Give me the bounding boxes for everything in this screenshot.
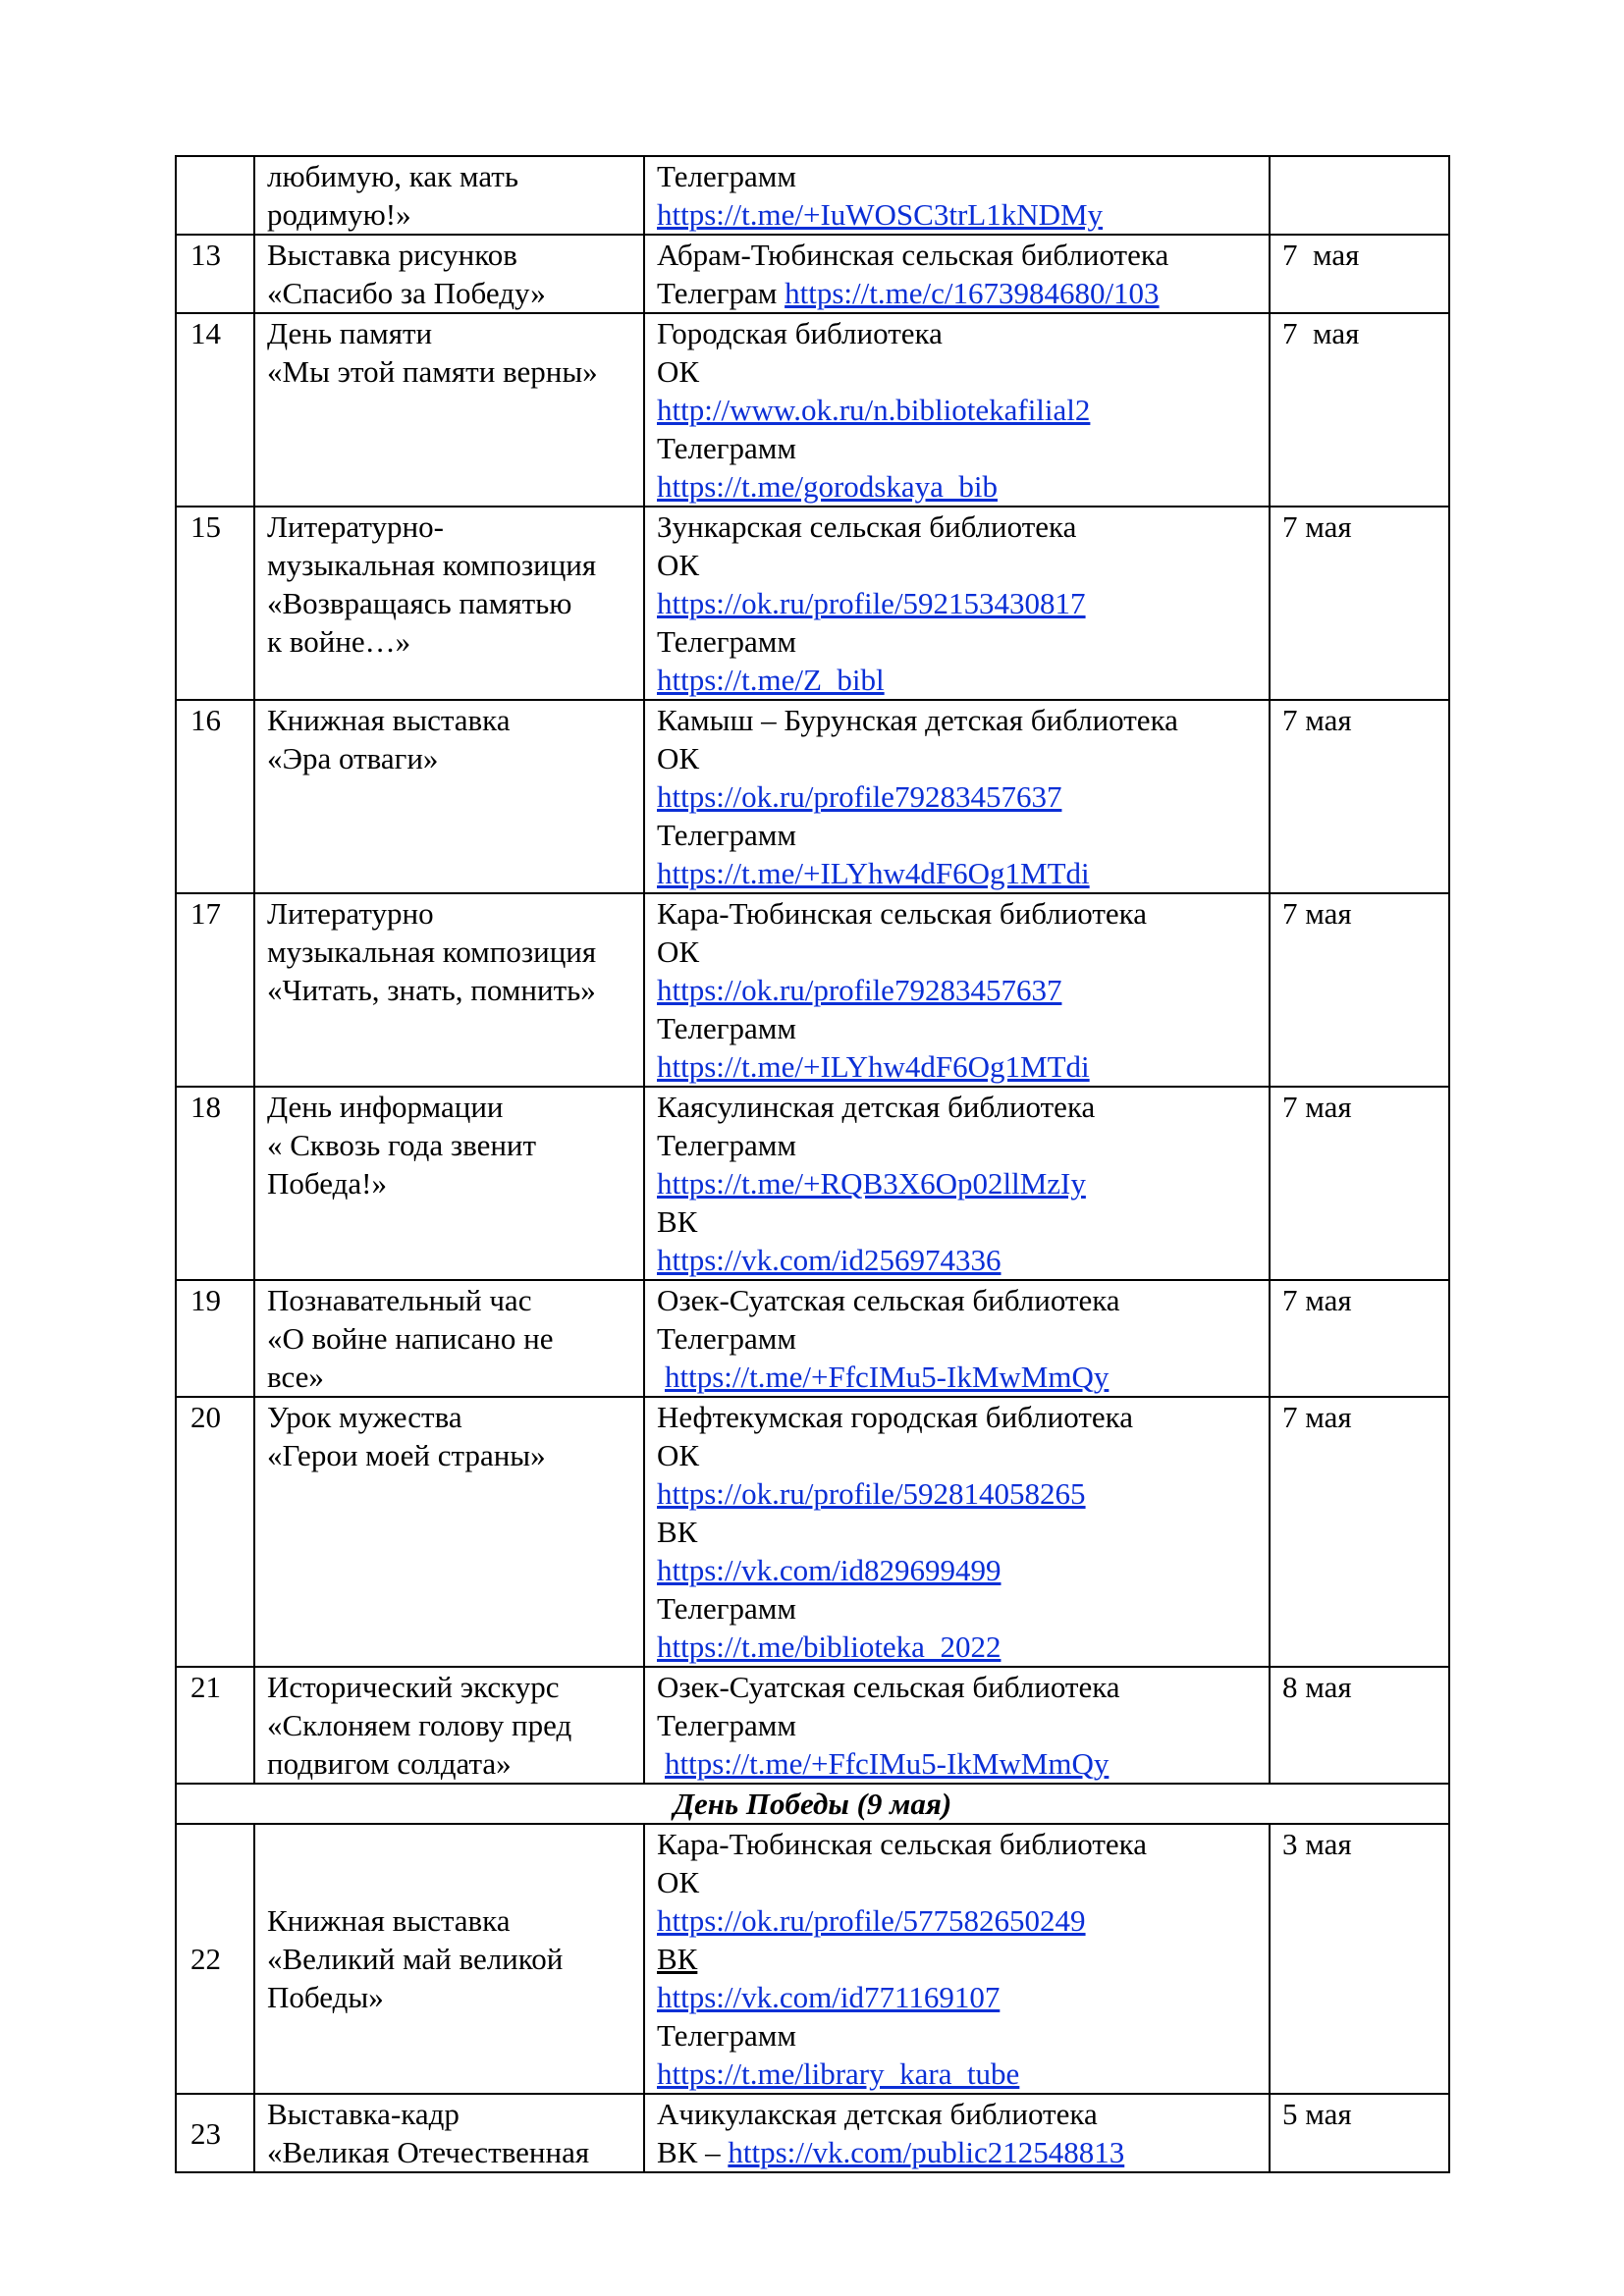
venue-text: Городская библиотека bbox=[657, 316, 943, 350]
venue-line bbox=[657, 1281, 1257, 1319]
section-header-row bbox=[176, 1784, 1449, 1824]
venue-line bbox=[657, 1164, 1257, 1202]
venue-line bbox=[657, 1513, 1257, 1551]
event-text-line: День информации bbox=[267, 1090, 504, 1124]
date-cell bbox=[1270, 507, 1449, 700]
venue-text: ОК bbox=[657, 354, 700, 389]
event-text-line: Выставка рисунков bbox=[267, 238, 517, 272]
venue-cell bbox=[644, 313, 1270, 507]
event-cell bbox=[254, 1824, 644, 2094]
venue-line bbox=[657, 2016, 1257, 2055]
row-number: 14 bbox=[190, 316, 221, 350]
event-text-line: Исторический экскурс bbox=[267, 1670, 560, 1704]
venue-text: Телеграм bbox=[657, 276, 785, 310]
venue-link[interactable]: https://t.me/+RQB3X6Op02llMzIy bbox=[657, 1166, 1086, 1201]
event-cell bbox=[254, 507, 644, 700]
venue-text: ОК bbox=[657, 1865, 700, 1899]
venue-text: Телеграмм bbox=[657, 2018, 796, 2053]
venue-line bbox=[657, 1202, 1257, 1241]
venue-line bbox=[657, 391, 1257, 429]
venue-text: ОК bbox=[657, 1438, 700, 1472]
event-text-line: День памяти bbox=[267, 316, 433, 350]
venue-text: Камыш – Бурунская детская библиотека bbox=[657, 703, 1178, 737]
event-text-line: Книжная выставка bbox=[267, 1903, 511, 1938]
venue-line bbox=[657, 314, 1257, 352]
date-cell bbox=[1270, 156, 1449, 235]
venue-text: Телеграмм bbox=[657, 1591, 796, 1626]
venue-text: Ачикулакская детская библиотека bbox=[657, 2097, 1098, 2131]
venue-line bbox=[657, 584, 1257, 622]
venue-cell bbox=[644, 2094, 1270, 2172]
event-cell bbox=[254, 156, 644, 235]
date-cell bbox=[1270, 235, 1449, 313]
venue-cell bbox=[644, 1667, 1270, 1784]
venue-line bbox=[657, 2133, 1257, 2171]
date-cell bbox=[1270, 1087, 1449, 1280]
row-number: 15 bbox=[190, 509, 221, 544]
venue-text: Телеграмм bbox=[657, 624, 796, 659]
event-text-line: «Склоняем голову пред bbox=[267, 1708, 572, 1742]
venue-text: ВК bbox=[657, 1204, 698, 1239]
venue-text: Телеграмм bbox=[657, 1321, 796, 1356]
venue-line bbox=[657, 854, 1257, 892]
venue-line bbox=[657, 1978, 1257, 2016]
event-text-line: «Возвращаясь памятью bbox=[267, 586, 572, 620]
event-cell bbox=[254, 700, 644, 893]
row-number-cell bbox=[176, 893, 254, 1087]
event-text-line: Книжная выставка bbox=[267, 703, 511, 737]
venue-link[interactable]: https://t.me/biblioteka_2022 bbox=[657, 1629, 1001, 1664]
venue-line bbox=[657, 1668, 1257, 1706]
venue-link[interactable]: http://www.ok.ru/n.bibliotekafilial2 bbox=[657, 393, 1091, 427]
venue-link[interactable]: https://t.me/+ILYhw4dF6Og1MTdi bbox=[657, 856, 1090, 890]
row-number: 17 bbox=[190, 896, 221, 931]
venue-line bbox=[657, 429, 1257, 467]
table-row bbox=[176, 507, 1449, 700]
row-number-cell bbox=[176, 1087, 254, 1280]
event-text-line: «Эра отваги» bbox=[267, 741, 439, 775]
venue-line bbox=[657, 1047, 1257, 1086]
event-cell bbox=[254, 235, 644, 313]
table-row bbox=[176, 893, 1449, 1087]
event-text-line: к войне…» bbox=[267, 624, 411, 659]
event-text-line: музыкальная композиция bbox=[267, 934, 597, 969]
event-text-line: «Великая Отечественная bbox=[267, 2135, 590, 2169]
venue-line bbox=[657, 1940, 1257, 1978]
table-row bbox=[176, 1280, 1449, 1397]
venue-text: Озек-Суатская сельская библиотека bbox=[657, 1670, 1120, 1704]
venue-link[interactable]: https://t.me/Z_bibl bbox=[657, 663, 885, 697]
venue-text: Телеграмм bbox=[657, 431, 796, 465]
venue-line bbox=[657, 1901, 1257, 1940]
venue-link[interactable]: https://ok.ru/profile/592814058265 bbox=[657, 1476, 1086, 1511]
event-date: 8 мая bbox=[1282, 1670, 1352, 1704]
row-number: 19 bbox=[190, 1283, 221, 1317]
venue-link[interactable]: https://ok.ru/profile79283457637 bbox=[657, 973, 1062, 1007]
venue-cell bbox=[644, 700, 1270, 893]
table-row bbox=[176, 700, 1449, 893]
venue-text: Озек-Суатская сельская библиотека bbox=[657, 1283, 1120, 1317]
event-date: 7 мая bbox=[1282, 703, 1352, 737]
venue-line bbox=[657, 195, 1257, 234]
venue-text: ВК bbox=[657, 1942, 698, 1976]
table-row bbox=[176, 235, 1449, 313]
venue-link[interactable]: https://vk.com/id771169107 bbox=[657, 1980, 1001, 2014]
venue-line bbox=[657, 1319, 1257, 1358]
row-number-cell bbox=[176, 2094, 254, 2172]
event-text-line: Литературно bbox=[267, 896, 434, 931]
venue-link[interactable]: https://t.me/+IuWOSC3trL1kNDMy bbox=[657, 197, 1104, 232]
row-number-cell bbox=[176, 156, 254, 235]
events-table bbox=[175, 155, 1450, 2173]
venue-cell bbox=[644, 1824, 1270, 2094]
venue-cell bbox=[644, 1397, 1270, 1667]
table-row bbox=[176, 313, 1449, 507]
venue-line bbox=[657, 274, 1257, 312]
table-row bbox=[176, 1397, 1449, 1667]
venue-text: Зункарская сельская библиотека bbox=[657, 509, 1077, 544]
venue-link[interactable]: https://ok.ru/profile79283457637 bbox=[657, 779, 1062, 814]
row-number: 23 bbox=[190, 2115, 221, 2151]
event-text-line: « Сквозь года звенит bbox=[267, 1128, 537, 1162]
venue-line bbox=[657, 1628, 1257, 1666]
table-row bbox=[176, 1667, 1449, 1784]
event-text-line: любимую, как мать bbox=[267, 159, 518, 193]
venue-line bbox=[657, 1863, 1257, 1901]
venue-line bbox=[657, 816, 1257, 854]
venue-text: Телеграмм bbox=[657, 1011, 796, 1045]
venue-text: Кара-Тюбинская сельская библиотека bbox=[657, 1827, 1148, 1861]
event-date: 3 мая bbox=[1282, 1827, 1352, 1861]
venue-line bbox=[657, 1744, 1257, 1783]
row-number-cell bbox=[176, 700, 254, 893]
date-cell bbox=[1270, 1280, 1449, 1397]
venue-cell bbox=[644, 893, 1270, 1087]
venue-link[interactable]: https://t.me/+FfcIMu5-IkMwMmQy bbox=[665, 1746, 1110, 1781]
venue-text: Телеграмм bbox=[657, 159, 796, 193]
venue-line bbox=[657, 1241, 1257, 1279]
table-row bbox=[176, 1087, 1449, 1280]
venue-text: ВК – bbox=[657, 2135, 729, 2169]
table-row bbox=[176, 156, 1449, 235]
row-number-cell bbox=[176, 507, 254, 700]
venue-line bbox=[657, 507, 1257, 546]
venue-link[interactable]: https://t.me/+FfcIMu5-IkMwMmQy bbox=[665, 1360, 1110, 1394]
event-text-line: Познавательный час bbox=[267, 1283, 532, 1317]
event-text-line: «Мы этой памяти верны» bbox=[267, 354, 598, 389]
venue-link[interactable]: https://vk.com/id256974336 bbox=[657, 1243, 1001, 1277]
row-number-cell bbox=[176, 1397, 254, 1667]
date-cell bbox=[1270, 2094, 1449, 2172]
event-cell bbox=[254, 1667, 644, 1784]
event-text-line: «Герои моей страны» bbox=[267, 1438, 546, 1472]
venue-line bbox=[657, 661, 1257, 699]
venue-link[interactable]: https://vk.com/public212548813 bbox=[728, 2135, 1125, 2169]
event-date: 7 мая bbox=[1282, 316, 1360, 350]
venue-line bbox=[657, 894, 1257, 933]
row-number-cell bbox=[176, 1824, 254, 2094]
venue-line bbox=[657, 352, 1257, 391]
row-number: 21 bbox=[190, 1670, 221, 1704]
event-text-line: «Читать, знать, помнить» bbox=[267, 973, 596, 1007]
venue-cell bbox=[644, 156, 1270, 235]
row-number-cell bbox=[176, 1667, 254, 1784]
event-text-line: Победа!» bbox=[267, 1166, 387, 1201]
event-text-line: Урок мужества bbox=[267, 1400, 462, 1434]
event-text-line: «Великий май великой bbox=[267, 1942, 564, 1976]
venue-line bbox=[657, 1358, 1257, 1396]
row-number: 18 bbox=[190, 1090, 221, 1124]
venue-line bbox=[657, 971, 1257, 1009]
venue-line bbox=[657, 1706, 1257, 1744]
event-date: 7 мая bbox=[1282, 1090, 1352, 1124]
row-number-cell bbox=[176, 313, 254, 507]
events-table-body bbox=[176, 156, 1449, 2172]
venue-cell bbox=[644, 507, 1270, 700]
event-date: 7 мая bbox=[1282, 1283, 1352, 1317]
event-text-line: родимую!» bbox=[267, 197, 411, 232]
row-number: 16 bbox=[190, 703, 221, 737]
venue-text: Телеграмм bbox=[657, 1128, 796, 1162]
venue-line bbox=[657, 1474, 1257, 1513]
event-cell bbox=[254, 313, 644, 507]
event-text-line: подвигом солдата» bbox=[267, 1746, 512, 1781]
date-cell bbox=[1270, 700, 1449, 893]
event-cell bbox=[254, 893, 644, 1087]
venue-text: ВК bbox=[657, 1515, 698, 1549]
row-number: 13 bbox=[190, 238, 221, 272]
venue-line bbox=[657, 157, 1257, 195]
venue-text: ОК bbox=[657, 934, 700, 969]
venue-text: ОК bbox=[657, 741, 700, 775]
venue-line bbox=[657, 933, 1257, 971]
event-text-line: «Спасибо за Победу» bbox=[267, 276, 546, 310]
event-cell bbox=[254, 1397, 644, 1667]
event-text-line: Литературно- bbox=[267, 509, 444, 544]
venue-line bbox=[657, 1088, 1257, 1126]
venue-link[interactable]: https://ok.ru/profile/577582650249 bbox=[657, 1903, 1086, 1938]
event-cell bbox=[254, 2094, 644, 2172]
event-text-line: «О войне написано не bbox=[267, 1321, 554, 1356]
venue-line bbox=[657, 1589, 1257, 1628]
event-text-line: все» bbox=[267, 1360, 324, 1394]
event-cell bbox=[254, 1280, 644, 1397]
event-date: 5 мая bbox=[1282, 2097, 1352, 2131]
row-number-cell bbox=[176, 235, 254, 313]
venue-cell bbox=[644, 235, 1270, 313]
venue-line bbox=[657, 1398, 1257, 1436]
event-text-line: музыкальная композиция bbox=[267, 548, 597, 582]
event-date: 7 мая bbox=[1282, 238, 1360, 272]
venue-line bbox=[657, 1551, 1257, 1589]
venue-text: Телеграмм bbox=[657, 818, 796, 852]
venue-text: Телеграмм bbox=[657, 1708, 796, 1742]
venue-line bbox=[657, 236, 1257, 274]
venue-line bbox=[657, 622, 1257, 661]
venue-line bbox=[657, 2055, 1257, 2093]
venue-line bbox=[657, 739, 1257, 777]
venue-link[interactable]: https://t.me/gorodskaya_bib bbox=[657, 469, 998, 504]
event-date: 7 мая bbox=[1282, 896, 1352, 931]
event-text-line: Выставка-кадр bbox=[267, 2097, 460, 2131]
event-cell bbox=[254, 1087, 644, 1280]
venue-text: Каясулинская детская библиотека bbox=[657, 1090, 1096, 1124]
venue-link[interactable]: https://t.me/+ILYhw4dF6Og1MTdi bbox=[657, 1049, 1090, 1084]
venue-cell bbox=[644, 1087, 1270, 1280]
row-number-cell bbox=[176, 1280, 254, 1397]
table-row bbox=[176, 1824, 1449, 2094]
venue-link[interactable]: https://t.me/library_kara_tube bbox=[657, 2056, 1020, 2091]
venue-text: Кара-Тюбинская сельская библиотека bbox=[657, 896, 1148, 931]
venue-line bbox=[657, 1825, 1257, 1863]
date-cell bbox=[1270, 1824, 1449, 2094]
event-date: 7 мая bbox=[1282, 509, 1352, 544]
date-cell bbox=[1270, 893, 1449, 1087]
venue-line bbox=[657, 467, 1257, 506]
venue-link[interactable]: https://vk.com/id829699499 bbox=[657, 1553, 1001, 1587]
venue-line bbox=[657, 2095, 1257, 2133]
venue-line bbox=[657, 777, 1257, 816]
row-number: 20 bbox=[190, 1400, 221, 1434]
row-number: 22 bbox=[190, 1942, 221, 1976]
venue-line bbox=[657, 1126, 1257, 1164]
venue-line bbox=[657, 701, 1257, 739]
section-title: День Победы (9 мая) bbox=[176, 1784, 1449, 1824]
event-date: 7 мая bbox=[1282, 1400, 1352, 1434]
date-cell bbox=[1270, 1667, 1449, 1784]
venue-line bbox=[657, 1009, 1257, 1047]
venue-text: ОК bbox=[657, 548, 700, 582]
venue-link[interactable]: https://t.me/c/1673984680/103 bbox=[785, 276, 1160, 310]
venue-line bbox=[657, 546, 1257, 584]
table-row bbox=[176, 2094, 1449, 2172]
venue-cell bbox=[644, 1280, 1270, 1397]
venue-text: Абрам-Тюбинская сельская библиотека bbox=[657, 238, 1169, 272]
date-cell bbox=[1270, 313, 1449, 507]
date-cell bbox=[1270, 1397, 1449, 1667]
venue-text: Нефтекумская городская библиотека bbox=[657, 1400, 1133, 1434]
venue-link[interactable]: https://ok.ru/profile/592153430817 bbox=[657, 586, 1086, 620]
venue-line bbox=[657, 1436, 1257, 1474]
event-text-line: Победы» bbox=[267, 1980, 384, 2014]
